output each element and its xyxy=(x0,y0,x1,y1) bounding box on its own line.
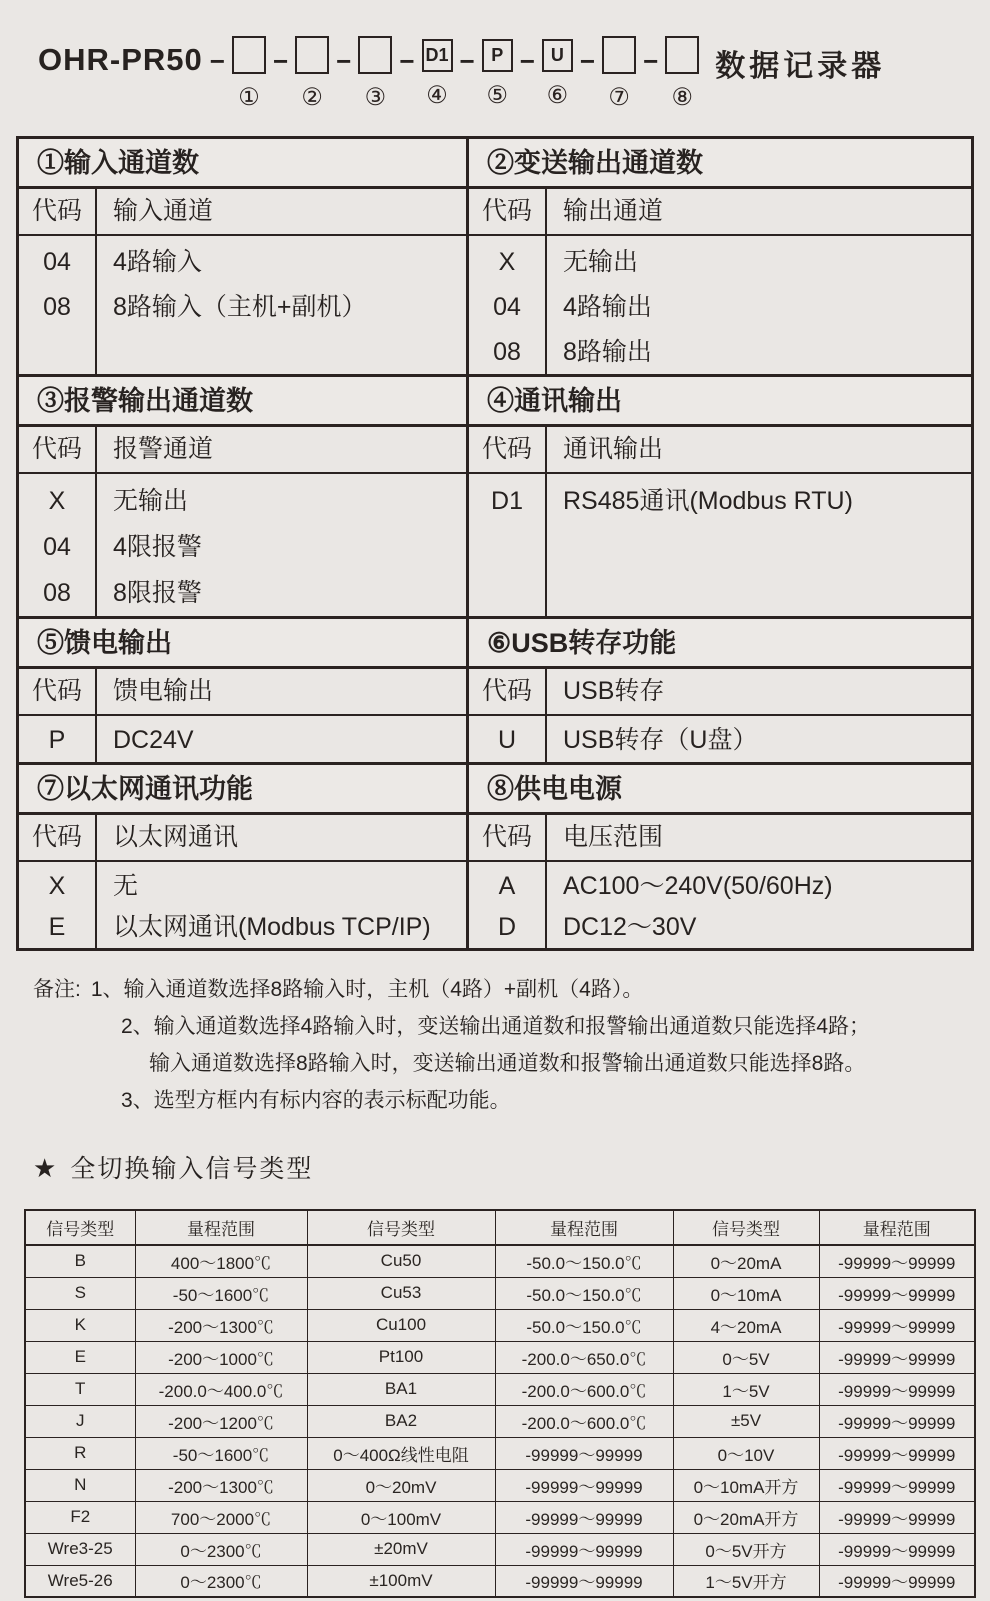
cell: F2 xyxy=(25,1501,135,1533)
option-code: 08 xyxy=(43,579,71,607)
option-box-3 xyxy=(358,36,392,74)
cell: ±100mV xyxy=(307,1565,495,1597)
code-column xyxy=(469,716,547,762)
dash-separator: − xyxy=(643,46,659,76)
cell: -99999～99999 xyxy=(495,1437,673,1469)
dash-separator: − xyxy=(209,46,225,76)
desc-header: 以太网通讯 xyxy=(113,823,239,851)
note-item-3: 3、选型方框内有标内容的表示标配功能。 xyxy=(121,1089,511,1112)
code-header: 代码 xyxy=(19,189,97,234)
option-desc: 无输出 xyxy=(113,487,189,515)
option-box-2 xyxy=(295,36,329,74)
selection-row-3 xyxy=(19,619,971,765)
option-desc: 8限报警 xyxy=(113,579,202,607)
cell: -200.0～600.0℃ xyxy=(495,1373,673,1405)
code-column xyxy=(19,474,97,616)
code-header: 代码 xyxy=(19,815,97,860)
dash-separator: − xyxy=(272,46,289,76)
section-body xyxy=(469,236,971,374)
signal-table-header-row xyxy=(25,1210,975,1245)
option-desc: USB转存（U盘） xyxy=(563,726,758,754)
slot-number-3: ③ xyxy=(364,84,387,111)
option-code: 04 xyxy=(43,248,71,276)
note-line xyxy=(33,971,990,1008)
cell: BA1 xyxy=(307,1373,495,1405)
option-desc: AC100～240V(50/60Hz) xyxy=(563,872,833,900)
notes-block xyxy=(33,971,990,1119)
desc-column xyxy=(97,474,466,616)
section-title: ④通讯输出 xyxy=(469,377,971,427)
option-desc: 8路输入（主机+副机） xyxy=(113,293,367,321)
code-column xyxy=(469,862,547,948)
cell: 1～5V开方 xyxy=(673,1565,819,1597)
slot-number-6: ⑥ xyxy=(546,82,569,109)
section-header-row xyxy=(469,815,971,862)
cell: -99999～99999 xyxy=(495,1501,673,1533)
cell: -99999～99999 xyxy=(819,1533,975,1565)
section-input-channels xyxy=(19,139,469,374)
cell: Wre3-25 xyxy=(25,1533,135,1565)
column-header: 量程范围 xyxy=(495,1210,673,1245)
option-code: X xyxy=(498,248,516,276)
code-header: 代码 xyxy=(469,427,547,472)
section-body xyxy=(19,236,466,374)
section-header-row xyxy=(469,189,971,236)
cell: -200～1200℃ xyxy=(135,1405,307,1437)
cell: 0～10mA开方 xyxy=(673,1469,819,1501)
cell: 0～5V开方 xyxy=(673,1533,819,1565)
cell: 700～2000℃ xyxy=(135,1501,307,1533)
star-icon: ★ xyxy=(33,1153,59,1183)
cell: S xyxy=(25,1277,135,1309)
cell: -99999～99999 xyxy=(819,1469,975,1501)
table-row xyxy=(25,1373,975,1405)
selection-row-1 xyxy=(19,139,971,377)
code-header: 代码 xyxy=(19,669,97,714)
model-slot-8 xyxy=(665,36,699,112)
desc-header: 电压范围 xyxy=(563,823,664,851)
cell: 1～5V xyxy=(673,1373,819,1405)
option-code: E xyxy=(48,913,66,941)
option-code: 08 xyxy=(43,293,71,321)
code-header: 代码 xyxy=(469,189,547,234)
cell: Cu53 xyxy=(307,1277,495,1309)
option-box-6: U xyxy=(542,39,573,72)
dash-separator: − xyxy=(519,46,535,76)
cell: 0～2300℃ xyxy=(135,1533,307,1565)
product-type-label: 数据记录器 xyxy=(715,50,886,83)
option-code: 04 xyxy=(493,293,521,321)
option-code: 08 xyxy=(493,338,521,366)
section-ethernet xyxy=(19,765,469,948)
cell: 0～10mA xyxy=(673,1277,819,1309)
column-header: 信号类型 xyxy=(25,1210,135,1245)
cell: J xyxy=(25,1405,135,1437)
cell: R xyxy=(25,1437,135,1469)
cell: 0～100mV xyxy=(307,1501,495,1533)
slot-number-7: ⑦ xyxy=(608,84,630,111)
table-row xyxy=(25,1501,975,1533)
column-header: 信号类型 xyxy=(673,1210,819,1245)
cell: BA2 xyxy=(307,1405,495,1437)
cell: -50.0～150.0℃ xyxy=(495,1277,673,1309)
section-header-row xyxy=(19,427,466,474)
column-header: 信号类型 xyxy=(307,1210,495,1245)
option-desc: 以太网通讯(Modbus TCP/IP) xyxy=(113,913,431,941)
desc-column xyxy=(547,862,971,948)
section-body xyxy=(19,474,466,616)
dash-separator: − xyxy=(459,46,475,76)
desc-header: 通讯输出 xyxy=(563,435,664,463)
option-code: D xyxy=(497,913,517,941)
table-row xyxy=(25,1405,975,1437)
option-desc: RS485通讯(Modbus RTU) xyxy=(563,487,853,515)
option-desc: 4路输入 xyxy=(113,248,202,276)
table-row xyxy=(25,1565,975,1597)
cell: E xyxy=(25,1341,135,1373)
cell: -200～1300℃ xyxy=(135,1469,307,1501)
section-header-row xyxy=(19,189,466,236)
cell: 0～400Ω线性电阻 xyxy=(307,1437,495,1469)
section-feed-power xyxy=(19,619,469,762)
model-slot-5 xyxy=(482,36,513,110)
option-desc: DC12～30V xyxy=(563,913,697,941)
table-row xyxy=(25,1309,975,1341)
option-desc: 无输出 xyxy=(563,248,639,276)
section-body xyxy=(469,862,971,948)
option-desc: 4路输出 xyxy=(563,293,652,321)
cell: 0～10V xyxy=(673,1437,819,1469)
cell: K xyxy=(25,1309,135,1341)
option-code: U xyxy=(497,726,517,754)
cell: -99999～99999 xyxy=(819,1277,975,1309)
model-slot-1 xyxy=(232,36,266,112)
signal-types-title: 全切换输入信号类型 xyxy=(70,1155,314,1183)
desc-header: USB转存 xyxy=(563,677,665,705)
column-header: 量程范围 xyxy=(135,1210,307,1245)
cell: N xyxy=(25,1469,135,1501)
desc-header: 输入通道 xyxy=(113,197,214,225)
table-row xyxy=(25,1277,975,1309)
option-code: 04 xyxy=(43,533,71,561)
desc-column xyxy=(97,236,466,374)
selection-row-2 xyxy=(19,377,971,619)
option-desc: 4限报警 xyxy=(113,533,202,561)
cell: -50～1600℃ xyxy=(135,1277,307,1309)
section-body xyxy=(469,474,971,616)
cell: -99999～99999 xyxy=(495,1565,673,1597)
desc-column xyxy=(97,716,466,762)
note-item-2: 2、输入通道数选择4路输入时，变送输出通道数和报警输出通道数只能选择4路； xyxy=(121,1015,871,1038)
cell: Pt100 xyxy=(307,1341,495,1373)
cell: 400～1800℃ xyxy=(135,1245,307,1277)
model-slot-3 xyxy=(358,36,392,112)
cell: -99999～99999 xyxy=(495,1533,673,1565)
section-header-row xyxy=(469,669,971,716)
notes-label: 备注: xyxy=(33,978,81,1001)
section-body xyxy=(19,716,466,762)
option-code: X xyxy=(48,487,66,515)
code-column xyxy=(19,862,97,948)
section-title: ②变送输出通道数 xyxy=(469,139,971,189)
cell: Cu50 xyxy=(307,1245,495,1277)
signal-type-table xyxy=(24,1209,976,1598)
cell: -99999～99999 xyxy=(819,1309,975,1341)
cell: -200.0～600.0℃ xyxy=(495,1405,673,1437)
cell: 0～5V xyxy=(673,1341,819,1373)
desc-column xyxy=(97,862,466,948)
model-slot-4 xyxy=(422,36,453,110)
section-title: ⑦以太网通讯功能 xyxy=(19,765,466,815)
table-row xyxy=(25,1245,975,1277)
section-transmit-outputs xyxy=(469,139,971,374)
option-code: D1 xyxy=(491,487,523,515)
dash-separator: − xyxy=(336,46,352,76)
section-title: ①输入通道数 xyxy=(19,139,466,189)
cell: T xyxy=(25,1373,135,1405)
option-code: P xyxy=(48,726,66,754)
cell: 4～20mA xyxy=(673,1309,819,1341)
option-box-8 xyxy=(665,36,699,74)
model-slot-7 xyxy=(602,36,636,112)
option-code: A xyxy=(498,872,516,900)
desc-column xyxy=(547,716,971,762)
model-slot-6 xyxy=(542,36,573,110)
model-code-line xyxy=(0,0,990,112)
cell: 0～20mA开方 xyxy=(673,1501,819,1533)
section-alarm-outputs xyxy=(19,377,469,616)
cell: -99999～99999 xyxy=(819,1341,975,1373)
code-header: 代码 xyxy=(19,427,97,472)
option-desc: 8路输出 xyxy=(563,338,652,366)
cell: Wre5-26 xyxy=(25,1565,135,1597)
cell: ±20mV xyxy=(307,1533,495,1565)
section-title: ⑤馈电输出 xyxy=(19,619,466,669)
cell: Cu100 xyxy=(307,1309,495,1341)
table-row xyxy=(25,1341,975,1373)
table-row xyxy=(25,1437,975,1469)
option-code: X xyxy=(48,872,66,900)
code-header: 代码 xyxy=(469,669,547,714)
cell: -50.0～150.0℃ xyxy=(495,1309,673,1341)
section-power-supply xyxy=(469,765,971,948)
table-row xyxy=(25,1469,975,1501)
code-column xyxy=(19,716,97,762)
column-header: 量程范围 xyxy=(819,1210,975,1245)
option-desc: DC24V xyxy=(113,726,194,754)
cell: -99999～99999 xyxy=(819,1373,975,1405)
cell: -99999～99999 xyxy=(819,1437,975,1469)
selection-row-4 xyxy=(19,765,971,948)
cell: -99999～99999 xyxy=(819,1501,975,1533)
code-header: 代码 xyxy=(469,815,547,860)
cell: B xyxy=(25,1245,135,1277)
desc-column xyxy=(547,236,971,374)
slot-number-8: ⑧ xyxy=(671,84,694,111)
section-usb-function xyxy=(469,619,971,762)
slot-number-5: ⑤ xyxy=(486,82,508,109)
section-body xyxy=(19,862,466,948)
cell: -200～1300℃ xyxy=(135,1309,307,1341)
code-column xyxy=(19,236,97,374)
section-header-row xyxy=(469,427,971,474)
model-slot-2 xyxy=(295,36,329,112)
code-column xyxy=(469,474,547,616)
section-communication xyxy=(469,377,971,616)
cell: 0～20mA xyxy=(673,1245,819,1277)
cell: -99999～99999 xyxy=(819,1405,975,1437)
section-title: ⑧供电电源 xyxy=(469,765,971,815)
cell: -200.0～400.0℃ xyxy=(135,1373,307,1405)
cell: -200～1000℃ xyxy=(135,1341,307,1373)
note-item-1: 1、输入通道数选择8路输入时，主机（4路）+副机（4路）。 xyxy=(90,978,644,1001)
cell: -200.0～650.0℃ xyxy=(495,1341,673,1373)
slot-number-2: ② xyxy=(301,84,323,111)
section-header-row xyxy=(19,669,466,716)
cell: -99999～99999 xyxy=(495,1469,673,1501)
cell: 0～20mV xyxy=(307,1469,495,1501)
cell: -50～1600℃ xyxy=(135,1437,307,1469)
option-box-1 xyxy=(232,36,266,74)
cell: ±5V xyxy=(673,1405,819,1437)
note-item-2b: 输入通道数选择8路输入时，变送输出通道数和报警输出通道数只能选择8路。 xyxy=(149,1052,866,1075)
dash-separator: − xyxy=(399,46,415,76)
desc-header: 输出通道 xyxy=(563,197,664,225)
dash-separator: − xyxy=(579,46,596,76)
section-header-row xyxy=(19,815,466,862)
selection-table xyxy=(16,136,974,951)
signal-types-heading xyxy=(33,1149,990,1185)
section-title: ⑥USB转存功能 xyxy=(469,619,971,669)
option-box-4: D1 xyxy=(422,39,453,72)
cell: -99999～99999 xyxy=(819,1245,975,1277)
cell: 0～2300℃ xyxy=(135,1565,307,1597)
option-desc: 无 xyxy=(113,872,139,900)
section-title: ③报警输出通道数 xyxy=(19,377,466,427)
model-prefix: OHR-PR50 xyxy=(38,42,203,77)
desc-header: 报警通道 xyxy=(113,435,214,463)
table-row xyxy=(25,1533,975,1565)
desc-column xyxy=(547,474,971,616)
code-column xyxy=(469,236,547,374)
slot-number-1: ① xyxy=(238,84,260,111)
slot-number-4: ④ xyxy=(426,82,448,109)
section-body xyxy=(469,716,971,762)
desc-header: 馈电输出 xyxy=(113,677,214,705)
cell: -99999～99999 xyxy=(819,1565,975,1597)
cell: -50.0～150.0℃ xyxy=(495,1245,673,1277)
option-box-5: P xyxy=(482,39,513,72)
option-box-7 xyxy=(602,36,636,74)
